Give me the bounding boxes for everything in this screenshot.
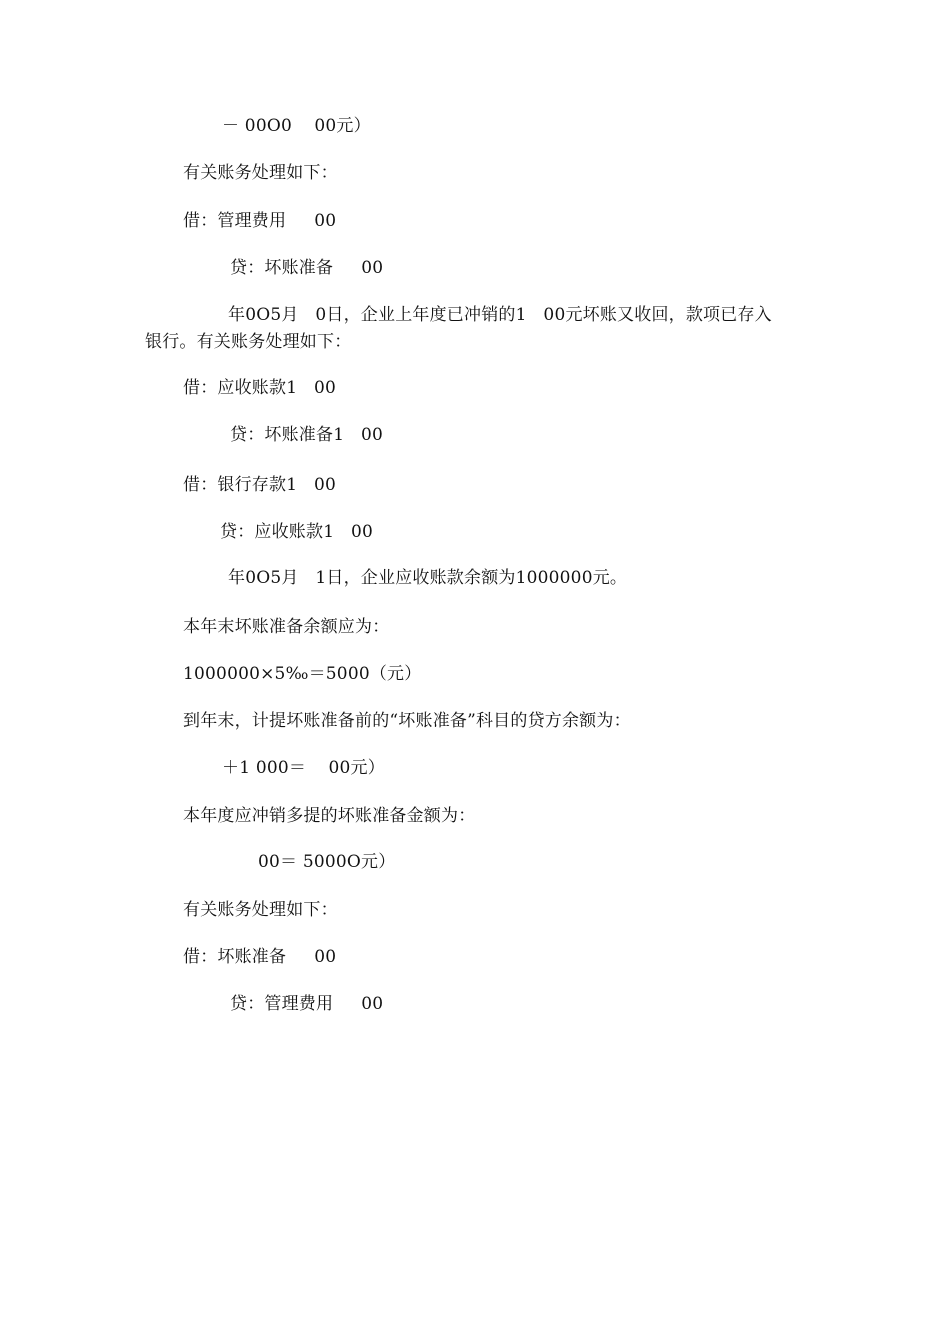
journal-debit-3: 借：银行存款1 00 <box>183 475 337 495</box>
journal-debit-2: 借：应收账款1 00 <box>183 378 337 398</box>
paragraph-6: 本年度应冲销多提的坏账准备金额为： <box>183 806 476 826</box>
paragraph-2-line-1: 年0O5月 0日，企业上年度已冲销的1 00元坏账又收回，款项已存入 <box>228 305 772 325</box>
journal-credit-2: 贷：坏账准备1 00 <box>230 425 384 445</box>
journal-credit-4: 贷：管理费用 00 <box>230 994 384 1014</box>
paragraph-7: 有关账务处理如下： <box>183 900 338 920</box>
paragraph-4: 本年末坏账准备余额应为： <box>183 617 390 637</box>
journal-debit-4: 借：坏账准备 00 <box>183 947 337 967</box>
paragraph-5: 到年末，计提坏账准备前的“坏账准备”科目的贷方余额为： <box>183 711 631 731</box>
journal-credit-3: 贷：应收账款1 00 <box>220 522 374 542</box>
journal-credit-1: 贷：坏账准备 00 <box>230 258 384 278</box>
formula-line-3: ＋1 000＝ 00元） <box>222 758 385 778</box>
paragraph-3: 年0O5月 1日，企业应收账款余额为1000000元。 <box>228 568 628 588</box>
formula-line-2: 1000000×5‰＝5000（元） <box>183 664 422 684</box>
journal-debit-1: 借：管理费用 00 <box>183 211 337 231</box>
formula-line-4: 00＝ 5000O元） <box>258 852 396 872</box>
formula-line-1: － 00O0 00元） <box>222 116 371 136</box>
paragraph-2-line-2: 银行。有关账务处理如下： <box>145 332 352 352</box>
paragraph-1: 有关账务处理如下： <box>183 163 338 183</box>
